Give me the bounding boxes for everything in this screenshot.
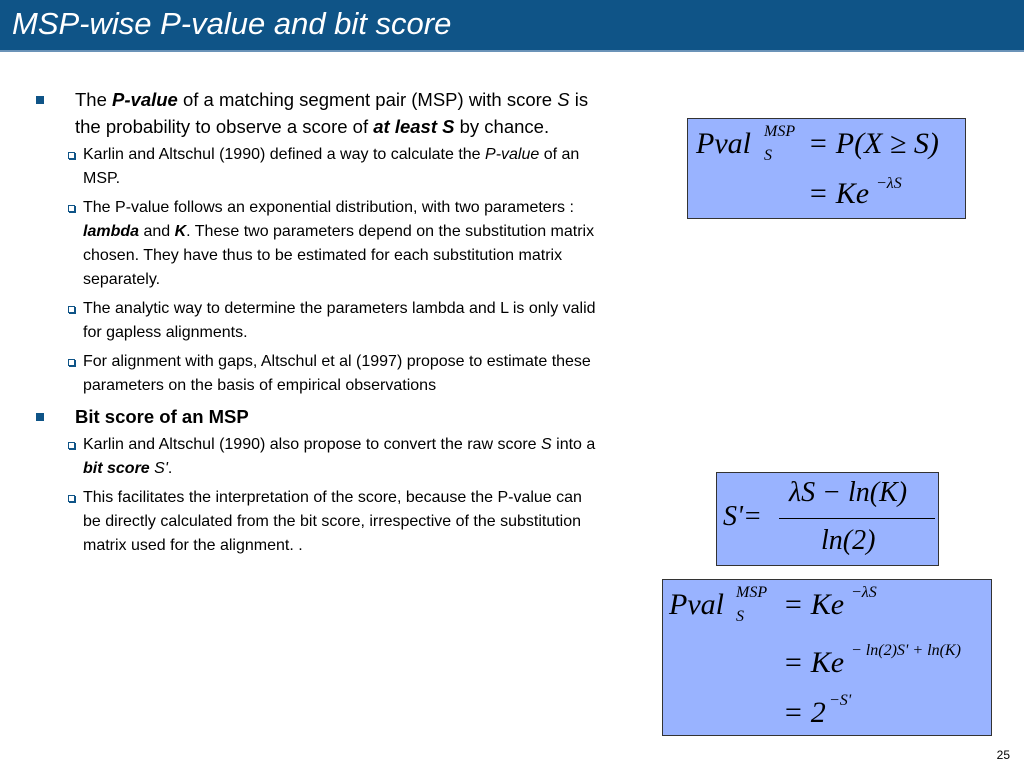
square-bullet-icon [36,413,44,421]
text: and [139,223,175,240]
formula-pvalue-bit-score [662,579,992,736]
text: The P-value follows an exponential distribution, with two parameters : [83,199,574,216]
checkbox-bullet-icon [68,205,75,212]
title-bar [0,0,1024,52]
term-s-prime: S' [154,460,168,477]
page-number: 25 [996,748,1010,762]
term-p-value: P-value [112,89,178,110]
term-bit-score: bit score [83,460,150,477]
sub-bullet-convert [36,433,596,481]
equation-line-2: = Ke [783,646,845,679]
checkbox-bullet-icon [68,442,75,449]
s-prime-symbol: S'= [723,501,762,532]
square-bullet-icon [36,96,44,104]
term-p-value: P-value [485,146,540,163]
checkbox-bullet-icon [68,495,75,502]
term-s: S [557,89,570,110]
formula-pvalue [687,118,966,219]
text: This facilitates the interpretation of the score, because the P-value can be directly calculated from the bit score, irrespective of the substitution matrix used for the alignment. . [83,489,582,554]
fraction-numerator: λS − ln(K) [789,477,908,508]
equation-line-1: = P(X ≥ S) [808,127,939,160]
equation-line-1: = Ke [783,588,845,621]
fraction-denominator: ln(2) [821,525,876,556]
text: The analytic way to determine the parameters lambda and L is only valid for gapless alignments. [83,300,596,341]
text: Karlin and Altschul (1990) defined a way to calculate the [83,146,486,163]
term-at-least-s: at least S [373,116,455,137]
text: . These two parameters depend on the substitution matrix chosen. They have thus to be estimated for each substitution matrix separately. [83,223,595,288]
pval-subscript: S [736,608,744,625]
pval-symbol: Pval [669,588,724,621]
sub-bullet-gapless [36,297,596,345]
text: by chance. [454,116,550,137]
pval-subscript: S [764,147,772,164]
checkbox-bullet-icon [68,306,75,313]
sub-bullet-karlin-altschul [36,143,596,191]
text: of a matching segment pair (MSP) with score [177,89,558,110]
checkbox-bullet-icon [68,152,75,159]
equation-line-3: = 2 [783,696,826,729]
equation-line-2-exponent: −λS [876,175,902,192]
sub-bullet-exponential [36,196,596,292]
fraction-bar [779,518,935,519]
equation-line-1-exponent: −λS [851,584,877,601]
pval-superscript: MSP [764,123,796,140]
sub-bullet-gaps [36,350,596,398]
term-lambda: lambda [83,223,140,240]
bullet-p-value [36,86,596,140]
text: into a [551,436,596,453]
equation-line-2-exponent: − ln(2)S' + ln(K) [851,642,961,659]
equation-line-3-exponent: −S' [829,692,852,709]
sub-bullet-interpretation [36,486,596,558]
term-s: S [541,436,552,453]
pval-superscript: MSP [736,584,768,601]
text: of an MSP. [83,146,580,187]
bullet-bit-score [36,403,596,430]
text: The [75,89,113,110]
slide-content [36,86,596,563]
text: For alignment with gaps, Altschul et al (1997) propose to estimate these parameters on the basis of empirical observations [83,353,591,394]
slide-title: MSP-wise P-value and bit score [12,6,452,41]
formula-bit-score [716,472,939,566]
term-k: K [174,223,187,240]
bit-score-heading: Bit score of an MSP [75,406,249,427]
equation-line-2: = Ke [808,177,870,210]
text: . [167,460,173,477]
text: Karlin and Altschul (1990) also propose to convert the raw score [83,436,542,453]
pval-symbol: Pval [696,127,751,160]
checkbox-bullet-icon [68,359,75,366]
text: is the probability to observe a score of [75,89,589,137]
